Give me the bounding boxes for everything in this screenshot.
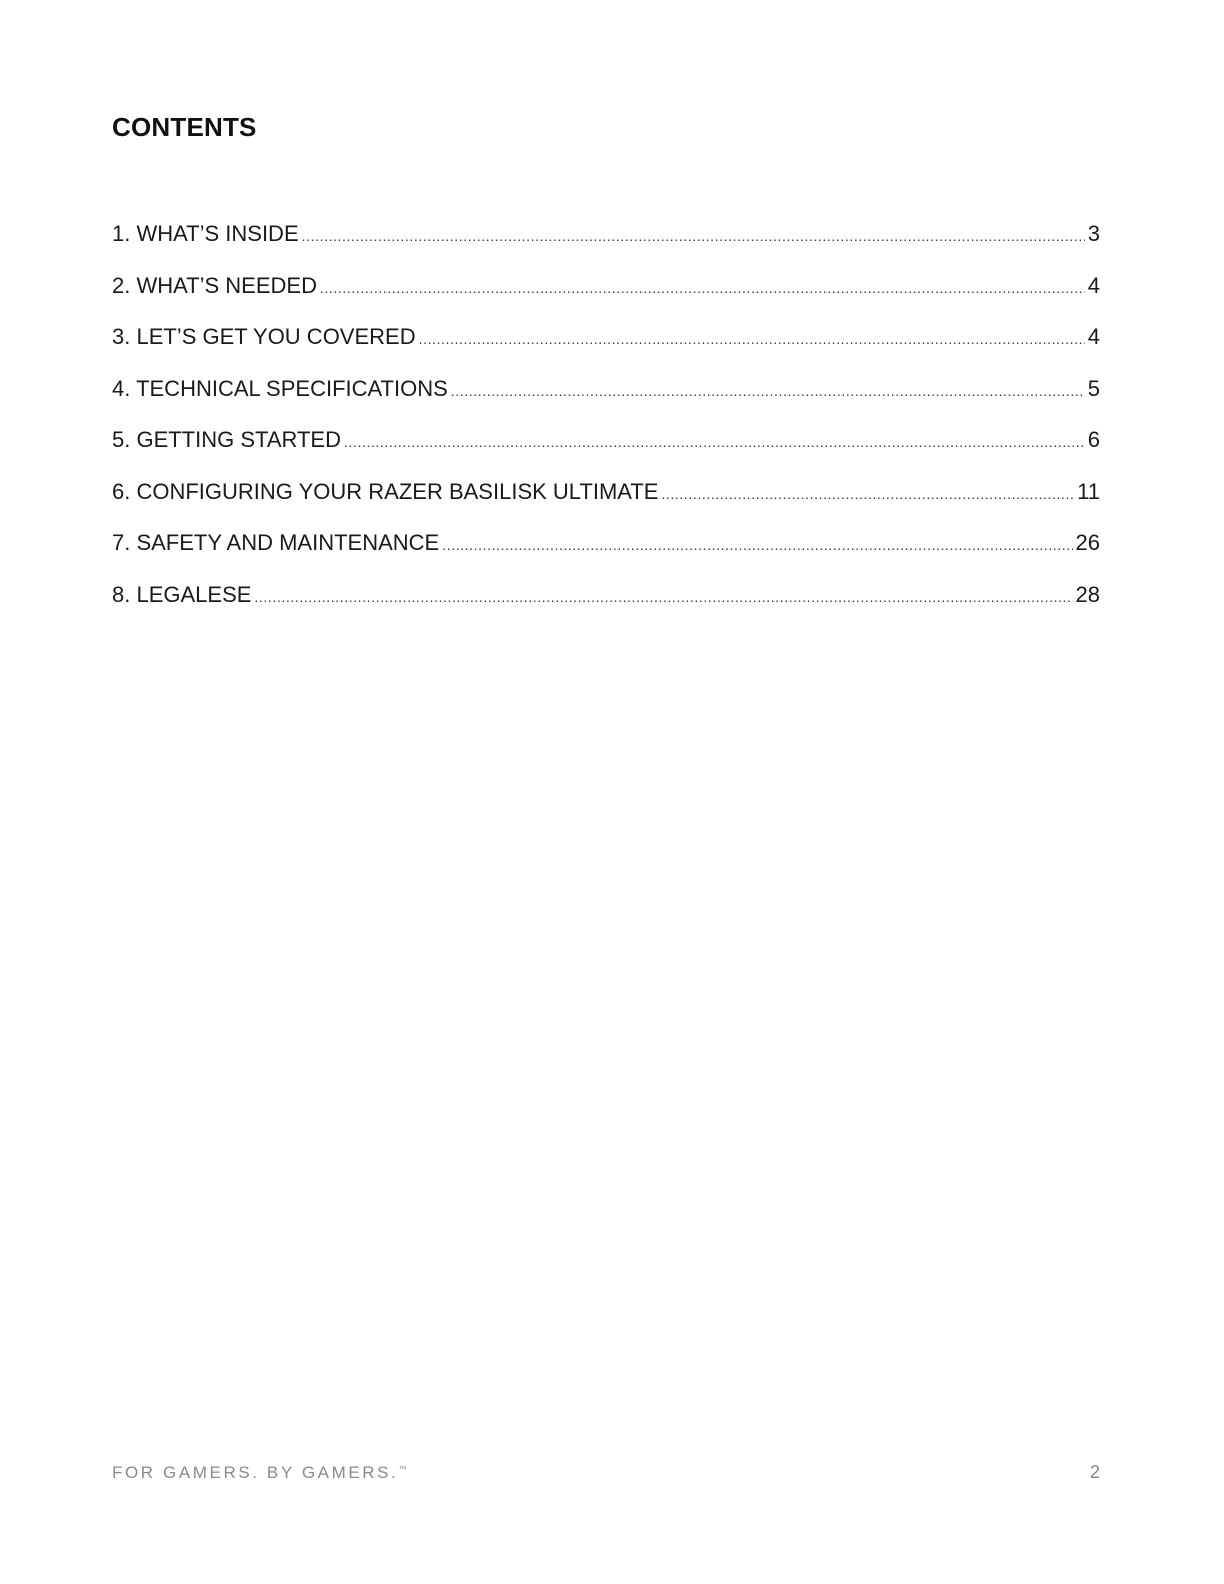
toc-entry-whats-needed[interactable] [112, 268, 1100, 320]
toc-entry-legalese[interactable] [112, 577, 1100, 629]
toc-entry-label: 7. SAFETY AND MAINTENANCE [112, 530, 440, 555]
toc-entry-label: 2. WHAT’S NEEDED [112, 272, 317, 298]
toc-dot-leader [254, 579, 1072, 615]
toc-dot-leader [302, 218, 1085, 254]
toc-entry-page: 4 [1087, 324, 1100, 349]
page-title: CONTENTS [112, 112, 257, 142]
toc-entry-page: 5 [1087, 375, 1100, 401]
toc-dot-leader [442, 527, 1072, 563]
toc-entry-label: 8. LEGALESE [112, 581, 252, 607]
toc-entry-label: 5. GETTING STARTED [112, 427, 341, 452]
page-footer [112, 1462, 1100, 1483]
toc-entry-technical-specifications[interactable] [112, 371, 1100, 423]
footer-slogan-text: FOR GAMERS. BY GAMERS. [112, 1463, 399, 1482]
toc-entry-lets-get-you-covered[interactable] [112, 319, 1100, 371]
toc-entry-label: 4. TECHNICAL SPECIFICATIONS [112, 375, 448, 401]
footer-slogan [112, 1463, 406, 1483]
toc-entry-label: 3. LET’S GET YOU COVERED [112, 324, 416, 349]
toc-entry-page: 6 [1087, 427, 1100, 452]
toc-dot-leader [419, 321, 1085, 357]
toc-entry-getting-started[interactable] [112, 422, 1100, 474]
toc-entry-page: 11 [1077, 478, 1100, 504]
toc-dot-leader [451, 373, 1085, 409]
toc-entry-page: 28 [1075, 581, 1100, 607]
table-of-contents [112, 216, 1100, 628]
toc-dot-leader [344, 424, 1085, 460]
toc-entry-safety-and-maintenance[interactable] [112, 525, 1100, 577]
toc-entry-page: 3 [1087, 221, 1100, 246]
trademark-symbol: ™ [398, 1464, 407, 1474]
toc-dot-leader [661, 476, 1074, 512]
toc-entry-label: 6. CONFIGURING YOUR RAZER BASILISK ULTIMATE [112, 478, 659, 504]
toc-entry-whats-inside[interactable] [112, 216, 1100, 268]
toc-entry-page: 4 [1087, 272, 1100, 298]
footer-page-number: 2 [1089, 1462, 1100, 1482]
toc-entry-label: 1. WHAT’S INSIDE [112, 221, 299, 246]
toc-entry-configuring[interactable] [112, 474, 1100, 526]
toc-entry-page: 26 [1075, 530, 1100, 555]
toc-dot-leader [320, 270, 1085, 306]
